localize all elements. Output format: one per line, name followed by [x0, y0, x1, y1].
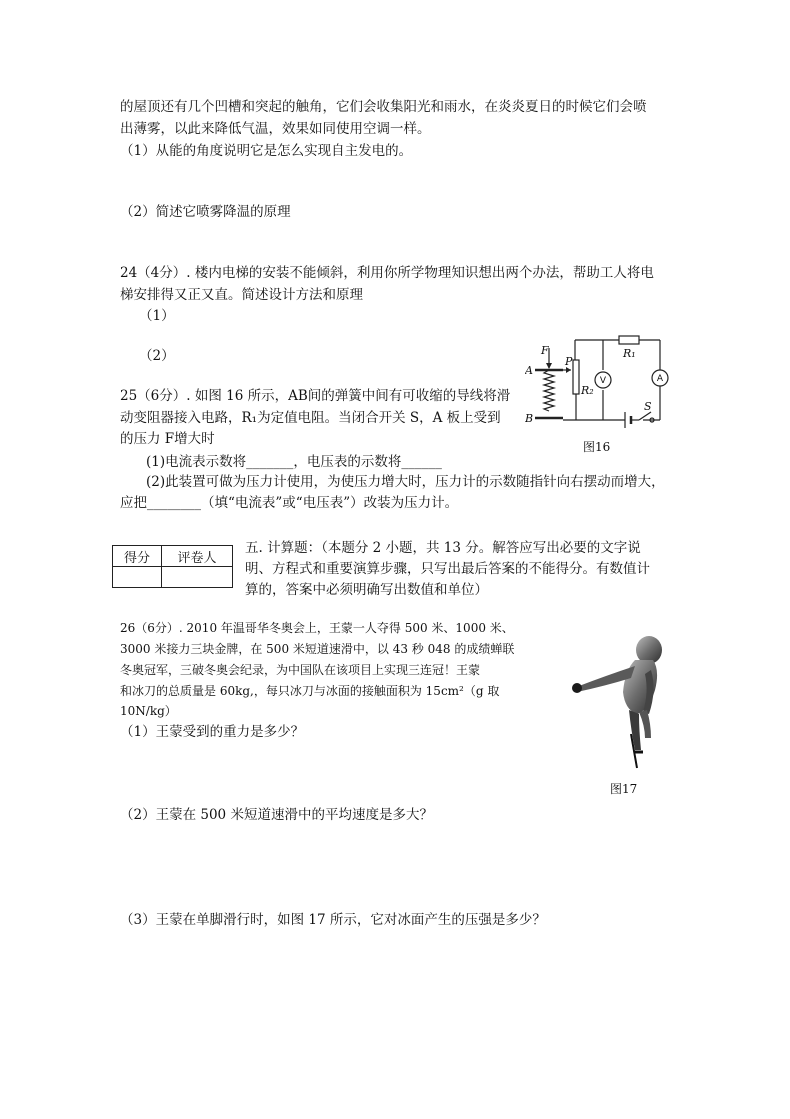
label-A: A [525, 364, 533, 377]
label-S: S [644, 400, 652, 413]
question-25-sub-1: (1)电流表示数将_______，电压表的示数将______ [146, 454, 442, 470]
label-F: F [541, 344, 549, 357]
score-table [112, 545, 233, 588]
speed-skater-figure-17 [565, 630, 675, 770]
score-cell [113, 567, 162, 588]
figure-16-caption: 图16 [583, 440, 611, 454]
intro-line-2: 出薄雾，以此来降低气温，效果如同使用空调一样。 [120, 121, 431, 137]
question-26-sub-3: （3）王蒙在单脚滑行时，如图 17 所示，它对冰面产生的压强是多少？ [120, 912, 546, 928]
question-25-line-2: 动变阻器接入电路，R₁为定值电阻。当闭合开关 S，A 板上受到 [120, 410, 501, 426]
question-26-line-2: 3000 米接力三块金牌，在 500 米短道速滑中，以 43 秒 048 的成绩蝉联 [120, 642, 515, 656]
section-5-line-1: 五. 计算题：（本题分 2 小题，共 13 分。解答应写出必要的文字说 [245, 540, 641, 556]
question-25-line-1: 25（6分）. 如图 16 所示，AB间的弹簧中间有可收缩的导线将滑 [120, 388, 511, 404]
grader-header: 评卷人 [162, 546, 233, 567]
figure-17-caption: 图17 [610, 782, 638, 796]
voltmeter-icon: V [599, 376, 607, 386]
question-26-line-4: 和冰刀的总质量是 60kg,，每只冰刀与冰面的接触面积为 15cm²（g 取 [120, 684, 500, 698]
question-23-1: （1）从能的角度说明它是怎么实现自主发电的。 [120, 143, 413, 159]
question-23-2: （2）简述它喷雾降温的原理 [120, 204, 291, 220]
label-R1: R₁ [623, 347, 636, 360]
question-25-sub-2a: (2)此装置可做为压力计使用，为使压力增大时，压力计的示数随指针向右摆动而增大， [146, 474, 665, 490]
label-R2: R₂ [581, 384, 594, 397]
question-24-item-2: （2） [139, 348, 175, 364]
intro-line-1: 的屋顶还有几个凹槽和突起的触角，它们会收集阳光和雨水，在炎炎夏日的时候它们会喷 [120, 99, 647, 115]
question-26-sub-1: （1）王蒙受到的重力是多少？ [120, 724, 305, 740]
circuit-diagram-figure-16 [525, 332, 675, 432]
question-26-sub-2: （2）王蒙在 500 米短道速滑中的平均速度是多大？ [120, 807, 433, 823]
question-24-line-2: 梯安排得又正又直。简述设计方法和原理 [120, 287, 363, 303]
question-25-sub-2b: 应把________（填“电流表”或“电压表”）改装为压力计。 [120, 495, 459, 511]
question-26-line-1: 26（6分）. 2010 年温哥华冬奥会上，王蒙一人夺得 500 米、1000 米、 [120, 621, 514, 635]
question-25-line-3: 的压力 F增大时 [120, 431, 215, 447]
question-24-item-1: （1） [139, 308, 175, 324]
score-header: 得分 [113, 546, 162, 567]
label-P: P [565, 355, 573, 368]
section-5-line-3: 算的，答案中必须明确写出数值和单位） [245, 582, 488, 598]
question-26-line-3: 冬奥冠军，三破冬奥会纪录，为中国队在该项目上实现三连冠！王蒙 [120, 663, 481, 677]
label-B: B [525, 412, 534, 425]
ammeter-icon: A [656, 374, 664, 384]
section-5-line-2: 明、方程式和重要演算步骤，只写出最后答案的不能得分。有数值计 [245, 561, 650, 577]
question-24-line-1: 24（4分）. 楼内电梯的安装不能倾斜，利用你所学物理知识想出两个办法，帮助工人将电 [120, 265, 654, 281]
grader-cell [162, 567, 233, 588]
question-26-line-5: 10N/kg） [120, 704, 177, 718]
